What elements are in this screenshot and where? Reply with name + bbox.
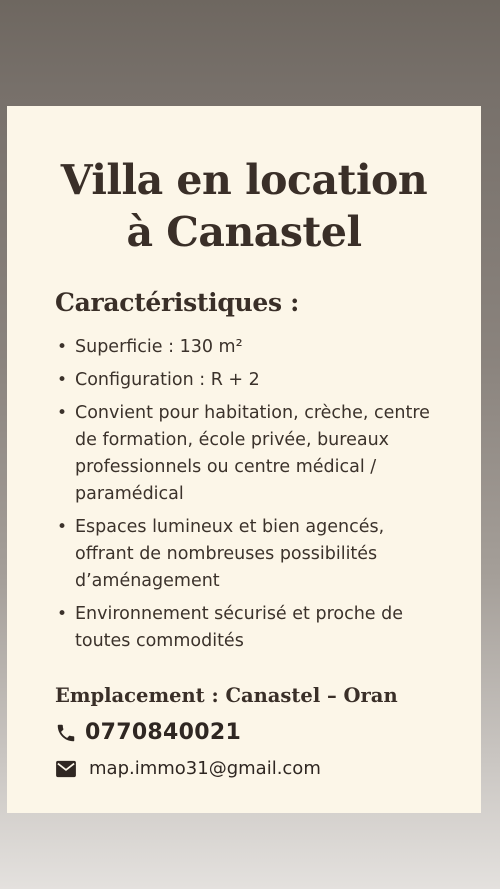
feature-item: • Espaces lumineux et bien agencés, offrant de nombreuses possibilités d’aménagement <box>57 514 447 595</box>
listing-title <box>7 154 481 258</box>
listing-card <box>7 106 481 813</box>
email-row[interactable] <box>55 758 321 779</box>
title-line-1: Villa en location <box>60 156 428 204</box>
feature-item: • Configuration : R + 2 <box>57 367 447 394</box>
location-line: Emplacement : Canastel – Oran <box>55 684 398 707</box>
title-line-2: à Canastel <box>126 208 362 256</box>
phone-icon <box>55 722 77 744</box>
mail-icon <box>55 760 77 778</box>
features-heading: Caractéristiques : <box>55 288 300 317</box>
feature-item: • Convient pour habitation, crèche, centre de formation, école privée, bureaux professionnels ou centre médical / paramédical <box>57 400 447 508</box>
features-list <box>57 334 447 661</box>
feature-item: • Environnement sécurisé et proche de toutes commodités <box>57 601 447 655</box>
phone-row[interactable] <box>55 720 241 745</box>
phone-number[interactable]: 0770840021 <box>85 720 242 745</box>
feature-item: • Superficie : 130 m² <box>57 334 447 361</box>
email-address[interactable]: map.immo31@gmail.com <box>89 758 321 779</box>
